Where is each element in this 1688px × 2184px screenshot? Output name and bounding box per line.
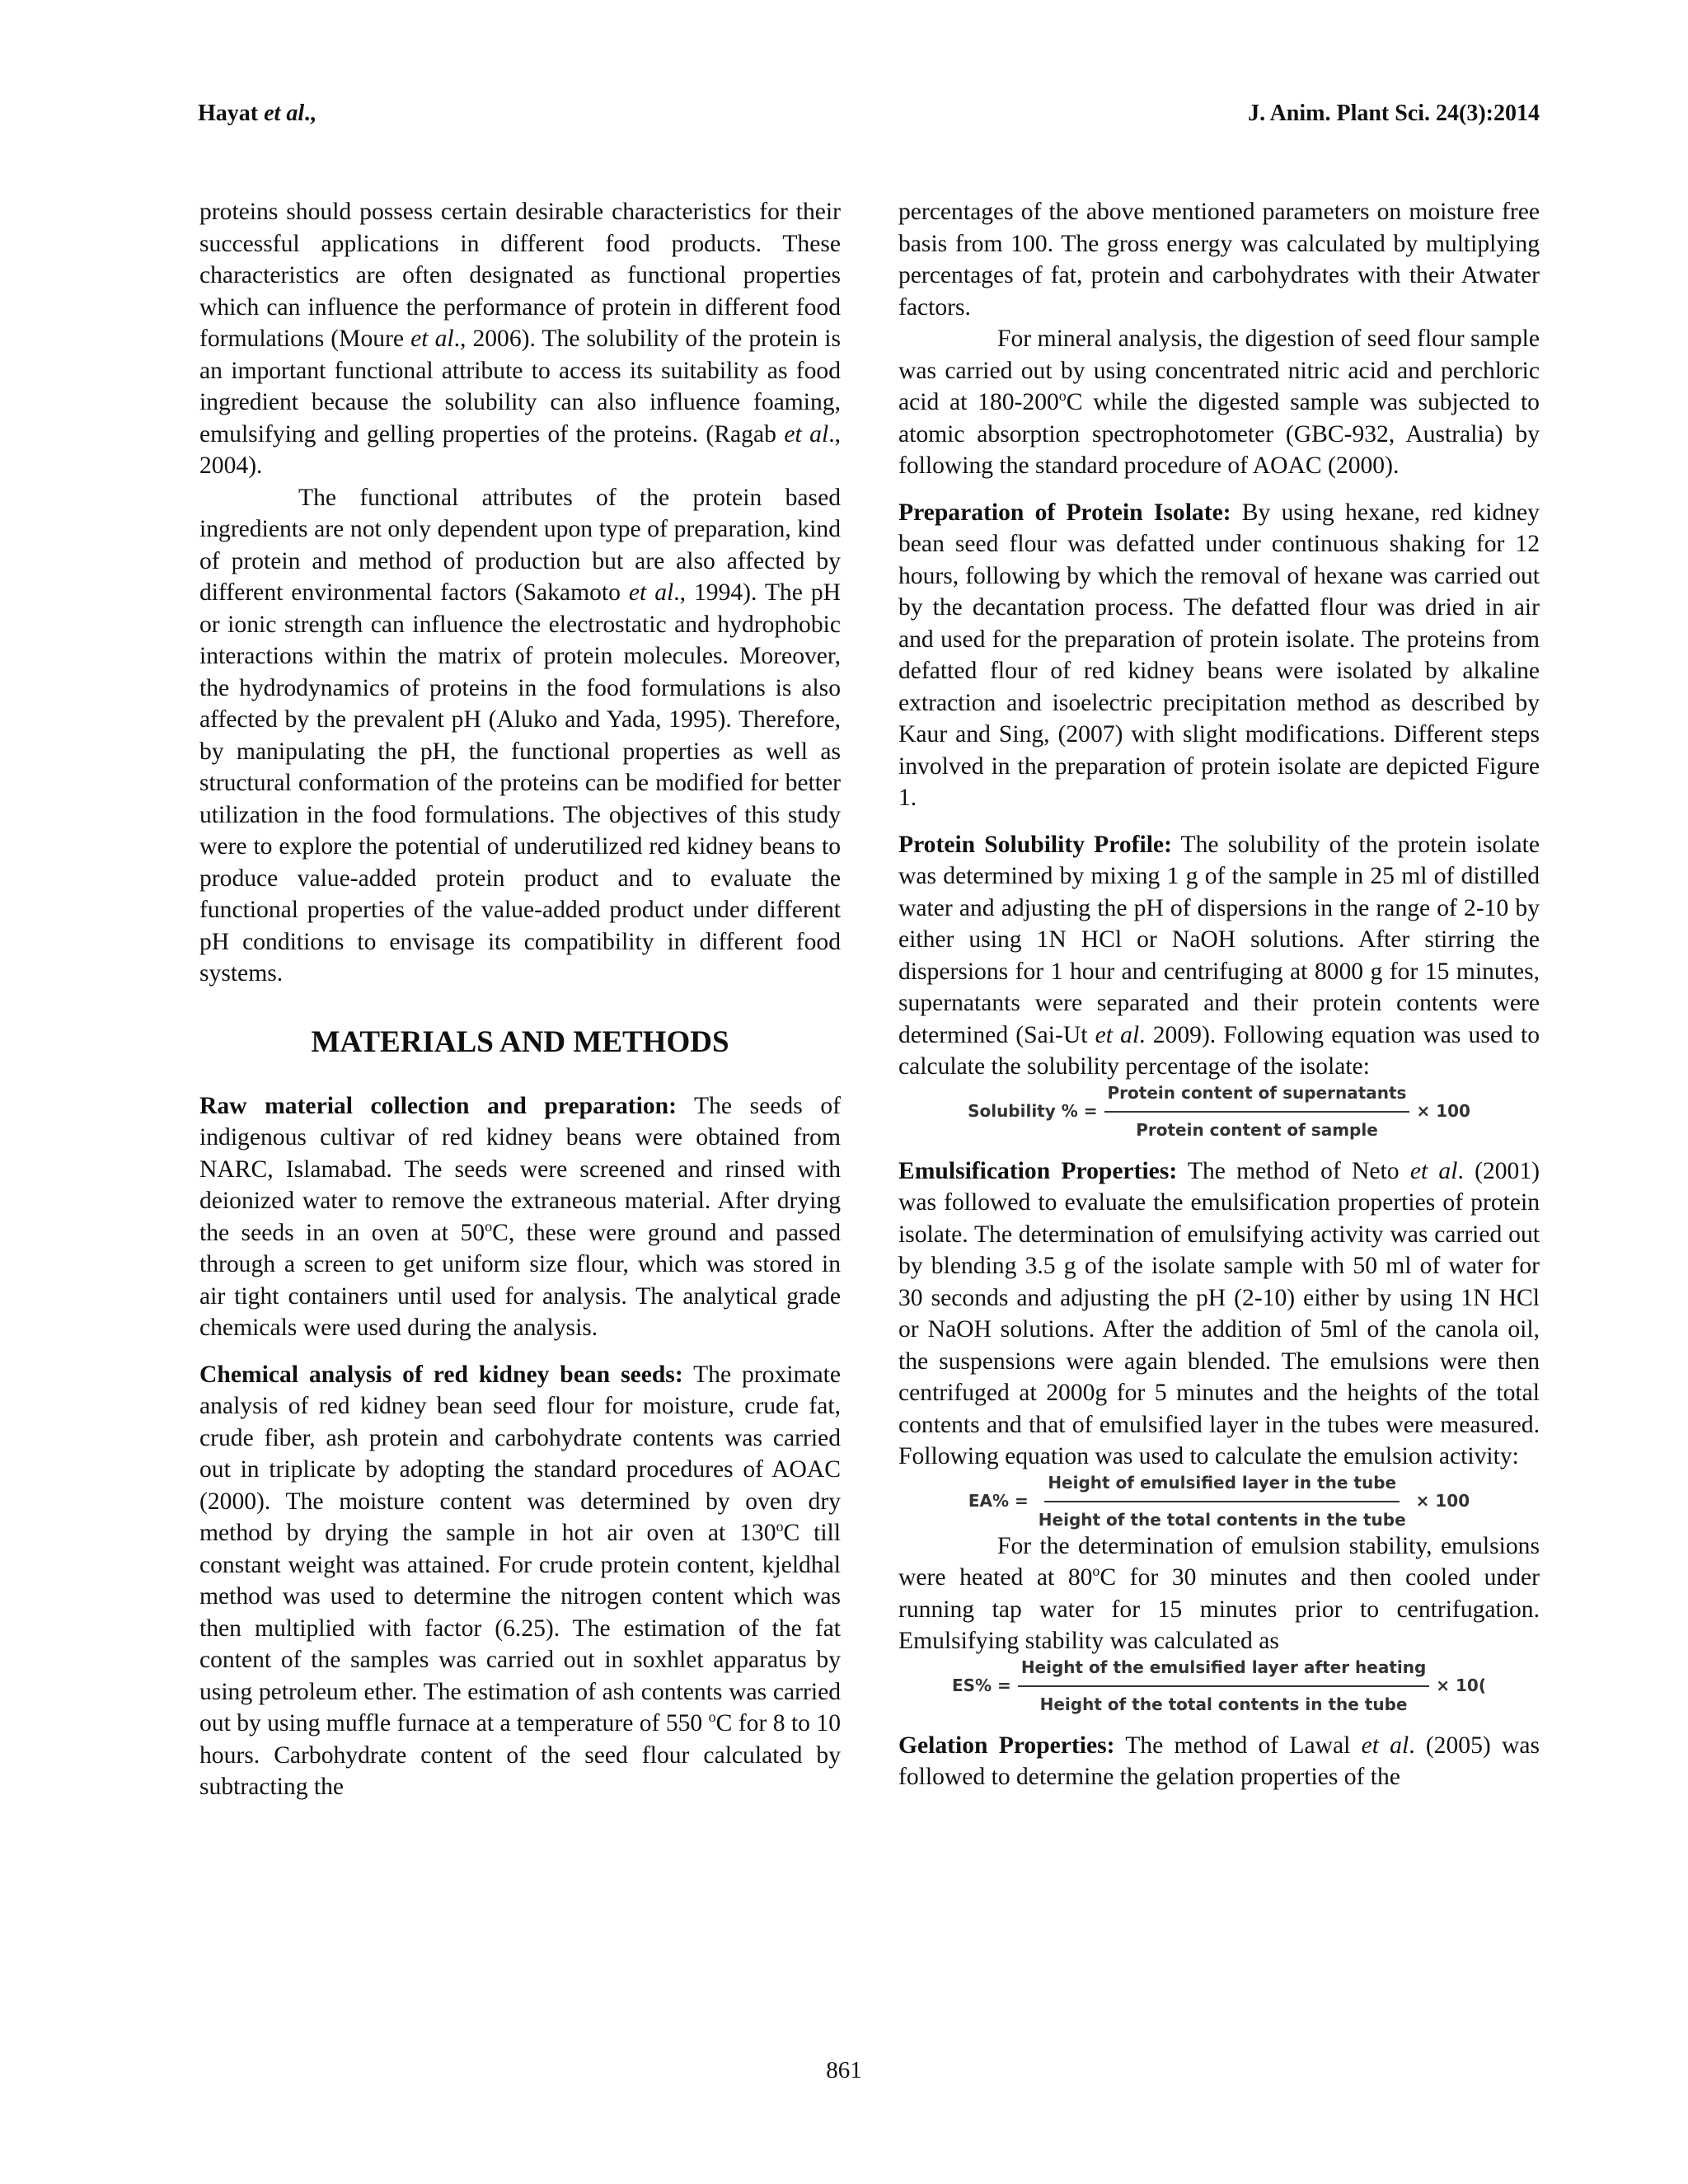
header-authors: Hayat et al., xyxy=(198,101,316,126)
right-column xyxy=(898,196,1540,1793)
paragraph: The functional attributes of the protein based ingredients are not only dependent upon type of preparation, kind of protein and method of production but are also affected by different environmental factors (Sakamoto et al., 1994). The pH or ionic strength can influence the electrostatic and hydrophobic interactions within the matrix of protein molecules. Moreover, the hydrodynamics of proteins in the food formulations is also affected by the prevalent pH (Aluko and Yada, 1995). Therefore, by manipulating the pH, the functional properties as well as structural conformation of the proteins can be modified for better utilization in the food formulations. The objectives of this study were to explore the potential of underutilized red kidney beans to produce value-added protein product and to evaluate the functional properties of the value-added product under different pH conditions to envisage its compatibility in different food systems. xyxy=(199,484,841,987)
paragraph: percentages of the above mentioned parameters on moisture free basis from 100. The gross energy was calculated by multiplying percentages of fat, protein and carbohydrates with their Atwater factors. xyxy=(898,199,1540,321)
page-number: 861 xyxy=(826,2057,862,2083)
paragraph-raw-material: Raw material collection and preparation: The seeds of indigenous cultivar of red kidney beans were obtained from NARC, Islamabad. The seeds were screened and rinsed with deionized water to remove the extraneous material. After drying the seeds in an oven at 50$^o$C, these were ground and passed through a screen to get uniform size flour, which was stored in air tight containers until used for analysis. The analytical grade chemicals were used during the analysis. xyxy=(199,1092,841,1341)
paragraph-emulsification: Emulsification Properties: The method of Neto et al. (2001) was followed to evaluate the emulsification properties of protein isolate. The determination of emulsifying activity was carried out by blending 3.5 g of the isolate sample with 50 ml of water for 30 seconds and adjusting the pH (2-10) either by using 1N HCl or NaOH solutions. After the addition of 5ml of the canola oil, the suspensions were again blended. The emulsions were then centrifuged at 2000g for 5 minutes and the heights of the total contents and that of emulsified layer in the tubes were measured. Following equation was used to calculate the emulsion activity: xyxy=(898,1157,1540,1469)
paragraph-solubility: Protein Solubility Profile: The solubility of the protein isolate was determined by mixing 1 g of the sample in 25 ml of distilled water and adjusting the pH of dispersions in the range of 2-10 by either using 1N HCl or NaOH solutions. After stirring the dispersions for 1 hour and centrifuging at 8000 g for 15 minutes, supernatants were separated and their protein contents were determined (Sai-Ut et al. 2009). Following equation was used to calculate the solubility percentage of the isolate: xyxy=(898,831,1540,1080)
paragraph: proteins should possess certain desirable characteristics for their successful applications in different food products. These characteristics are often designated as functional properties which can influence the performance of protein in different food formulations (Moure et al., 2006). The solubility of the protein is an important functional attribute to access its suitability as food ingredient because the solubility can also influence foaming, emulsifying and gelling properties of the proteins. (Ragab et al., 2004). xyxy=(199,199,841,479)
paragraph-protein-isolate: Preparation of Protein Isolate: By using hexane, red kidney bean seed flour was defatted under continuous shaking for 12 hours, following by which the removal of hexane was carried out by the decantation process. The defatted flour was dried in air and used for the preparation of protein isolate. The proteins from defatted flour of red kidney beans were isolated by alkaline extraction and isoelectric precipitation method as described by Kaur and Sing, (2007) with slight modifications. Different steps involved in the preparation of protein isolate are depicted Figure 1. xyxy=(898,499,1540,811)
paragraph-chemical-analysis: Chemical analysis of red kidney bean seeds: The proximate analysis of red kidney bean seed flour for moisture, crude fat, crude fiber, ash protein and carbohydrate contents was carried out in triplicate by adopting the standard procedures of AOAC (2000). The moisture content was determined by oven dry method by drying the sample in hot air oven at 130$^o$C till constant weight was attained. For crude protein content, kjeldhal method was used to determine the nitrogen content which was then multiplied with factor (6.25). The estimation of the fat content of the samples was carried out in soxhlet apparatus by using petroleum ether. The estimation of ash contents was carried out by using muffle furnace at a temperature of 550 $^o$C for 8 to 10 hours. Carbohydrate content of the seed flour calculated by subtracting the xyxy=(199,1361,841,1800)
section-heading: MATERIALS AND METHODS xyxy=(311,1024,729,1059)
left-column xyxy=(199,196,841,1803)
paragraph-mineral: For mineral analysis, the digestion of seed flour sample was carried out by using concentrated nitric acid and perchloric acid at 180-200$^o$C while the digested sample was subjected to atomic absorption spectrophotometer (GBC-932, Australia) by following the standard procedure of AOAC (2000). xyxy=(898,326,1540,479)
equation-emulsion-stability: ES% = $\frac{\text{Height of the emulsified layer after heating}}{\text{Height of the total contents in the tube}}$ × 10( xyxy=(898,1657,1540,1715)
equation-emulsion-activity: EA% = $\frac{\text{Height of emulsified layer in the tube}}{\text{Height of the total contents in the tube}}$ × 100 xyxy=(898,1473,1540,1530)
paragraph-gelation: Gelation Properties: The method of Lawal et al. (2005) was followed to determine the gelation properties of the xyxy=(898,1732,1540,1790)
paragraph-stability: For the determination of emulsion stability, emulsions were heated at 80$^o$C for 30 minutes and then cooled under running tap water for 15 minutes prior to centrifugation. Emulsifying stability was calculated as xyxy=(898,1532,1540,1654)
equation-solubility: Solubility % = $\frac{\text{Protein content of supernatants}}{\text{Protein content of sample}}$ × 100 xyxy=(898,1083,1540,1141)
header-journal: J. Anim. Plant Sci. 24(3):2014 xyxy=(1248,101,1540,126)
